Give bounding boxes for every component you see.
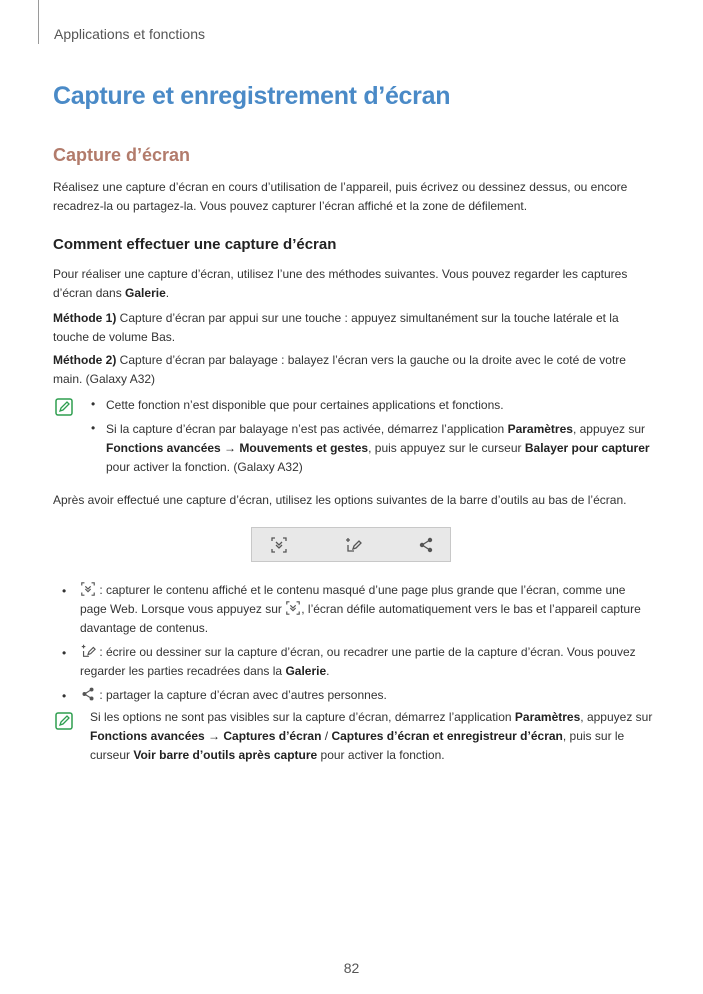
methods-intro: Pour réaliser une capture d’écran, utilisez l’une des méthodes suivantes. Vous pouvez regarder les captures d’écran dans Galerie. bbox=[53, 267, 628, 300]
header-section: Applications et fonctions bbox=[54, 26, 205, 42]
note1-bullet-1: Cette fonction n’est disponible que pour certaines applications et fonctions. bbox=[106, 398, 504, 412]
scroll-capture-icon bbox=[285, 600, 301, 616]
note2-paragraph: Si les options ne sont pas visibles sur la capture d’écran, démarrez l’application Paramètres, appuyez sur Fonctions avancées → Captures d’écran / Captures d’écran et enregistreur d’écran, puis sur le curseur Voir barre d’outils après capture pour activer la fonction. bbox=[90, 710, 653, 762]
bullet-dot: • bbox=[91, 421, 96, 435]
page-title: Capture et enregistrement d’écran bbox=[53, 82, 451, 110]
option-scroll-capture: : capturer le contenu affiché et le contenu masqué d’une page plus grande que l’écran, comme une page Web. Lorsque vous appuyez sur , l’écran défile automatiquement vers le bas et l’appareil capture davantage de contenus. bbox=[80, 583, 641, 635]
note-pencil-icon bbox=[55, 712, 73, 730]
note-pencil-icon bbox=[55, 398, 73, 416]
share-icon bbox=[80, 686, 96, 702]
option-share: : partager la capture d’écran avec d’autres personnes. bbox=[80, 686, 655, 705]
share-icon bbox=[417, 536, 435, 554]
header-rule bbox=[38, 0, 39, 44]
method-1: Méthode 1) Capture d’écran par appui sur une touche : appuyez simultanément sur la touche latérale et la touche de volume Bas. bbox=[53, 311, 619, 344]
after-capture-paragraph: Après avoir effectué une capture d’écran, utilisez les options suivantes de la barre d’outils au bas de l’écran. bbox=[53, 493, 627, 507]
edit-crop-icon bbox=[80, 643, 96, 659]
section-title: Capture d’écran bbox=[53, 145, 191, 165]
scroll-capture-icon bbox=[270, 536, 288, 554]
bullet-dot: • bbox=[62, 646, 67, 660]
intro-paragraph: Réalisez une capture d’écran en cours d’utilisation de l’appareil, puis écrivez ou dessinez dessus, ou encore recadrez-la ou partagez-la. Vous pouvez capturer l’écran affiché et la zone de défilement. bbox=[53, 180, 628, 213]
screenshot-toolbar bbox=[251, 527, 451, 562]
bullet-dot: • bbox=[91, 397, 96, 411]
page-number: 82 bbox=[343, 960, 360, 976]
bullet-dot: • bbox=[62, 584, 67, 598]
edit-crop-icon bbox=[344, 536, 362, 554]
method-2: Méthode 2) Capture d’écran par balayage : balayez l’écran vers la gauche ou la droite avec le coté de votre main. (Galaxy A32) bbox=[53, 353, 626, 386]
subsection-heading: Comment effectuer une capture d’écran bbox=[53, 236, 337, 253]
scroll-capture-icon bbox=[80, 581, 96, 597]
bullet-dot: • bbox=[62, 689, 67, 703]
note1-bullet-2: Si la capture d’écran par balayage n’est pas activée, démarrez l’application Paramètres, appuyez sur Fonctions avancées → Mouvements et gestes, puis appuyez sur le curseur Balayer pour capturer pour activer la fonction. (Galaxy A32) bbox=[106, 422, 650, 474]
option-edit: : écrire ou dessiner sur la capture d’écran, ou recadrer une partie de la capture d’écran. Vous pouvez regarder les parties recadrées dans la Galerie. bbox=[80, 645, 636, 678]
